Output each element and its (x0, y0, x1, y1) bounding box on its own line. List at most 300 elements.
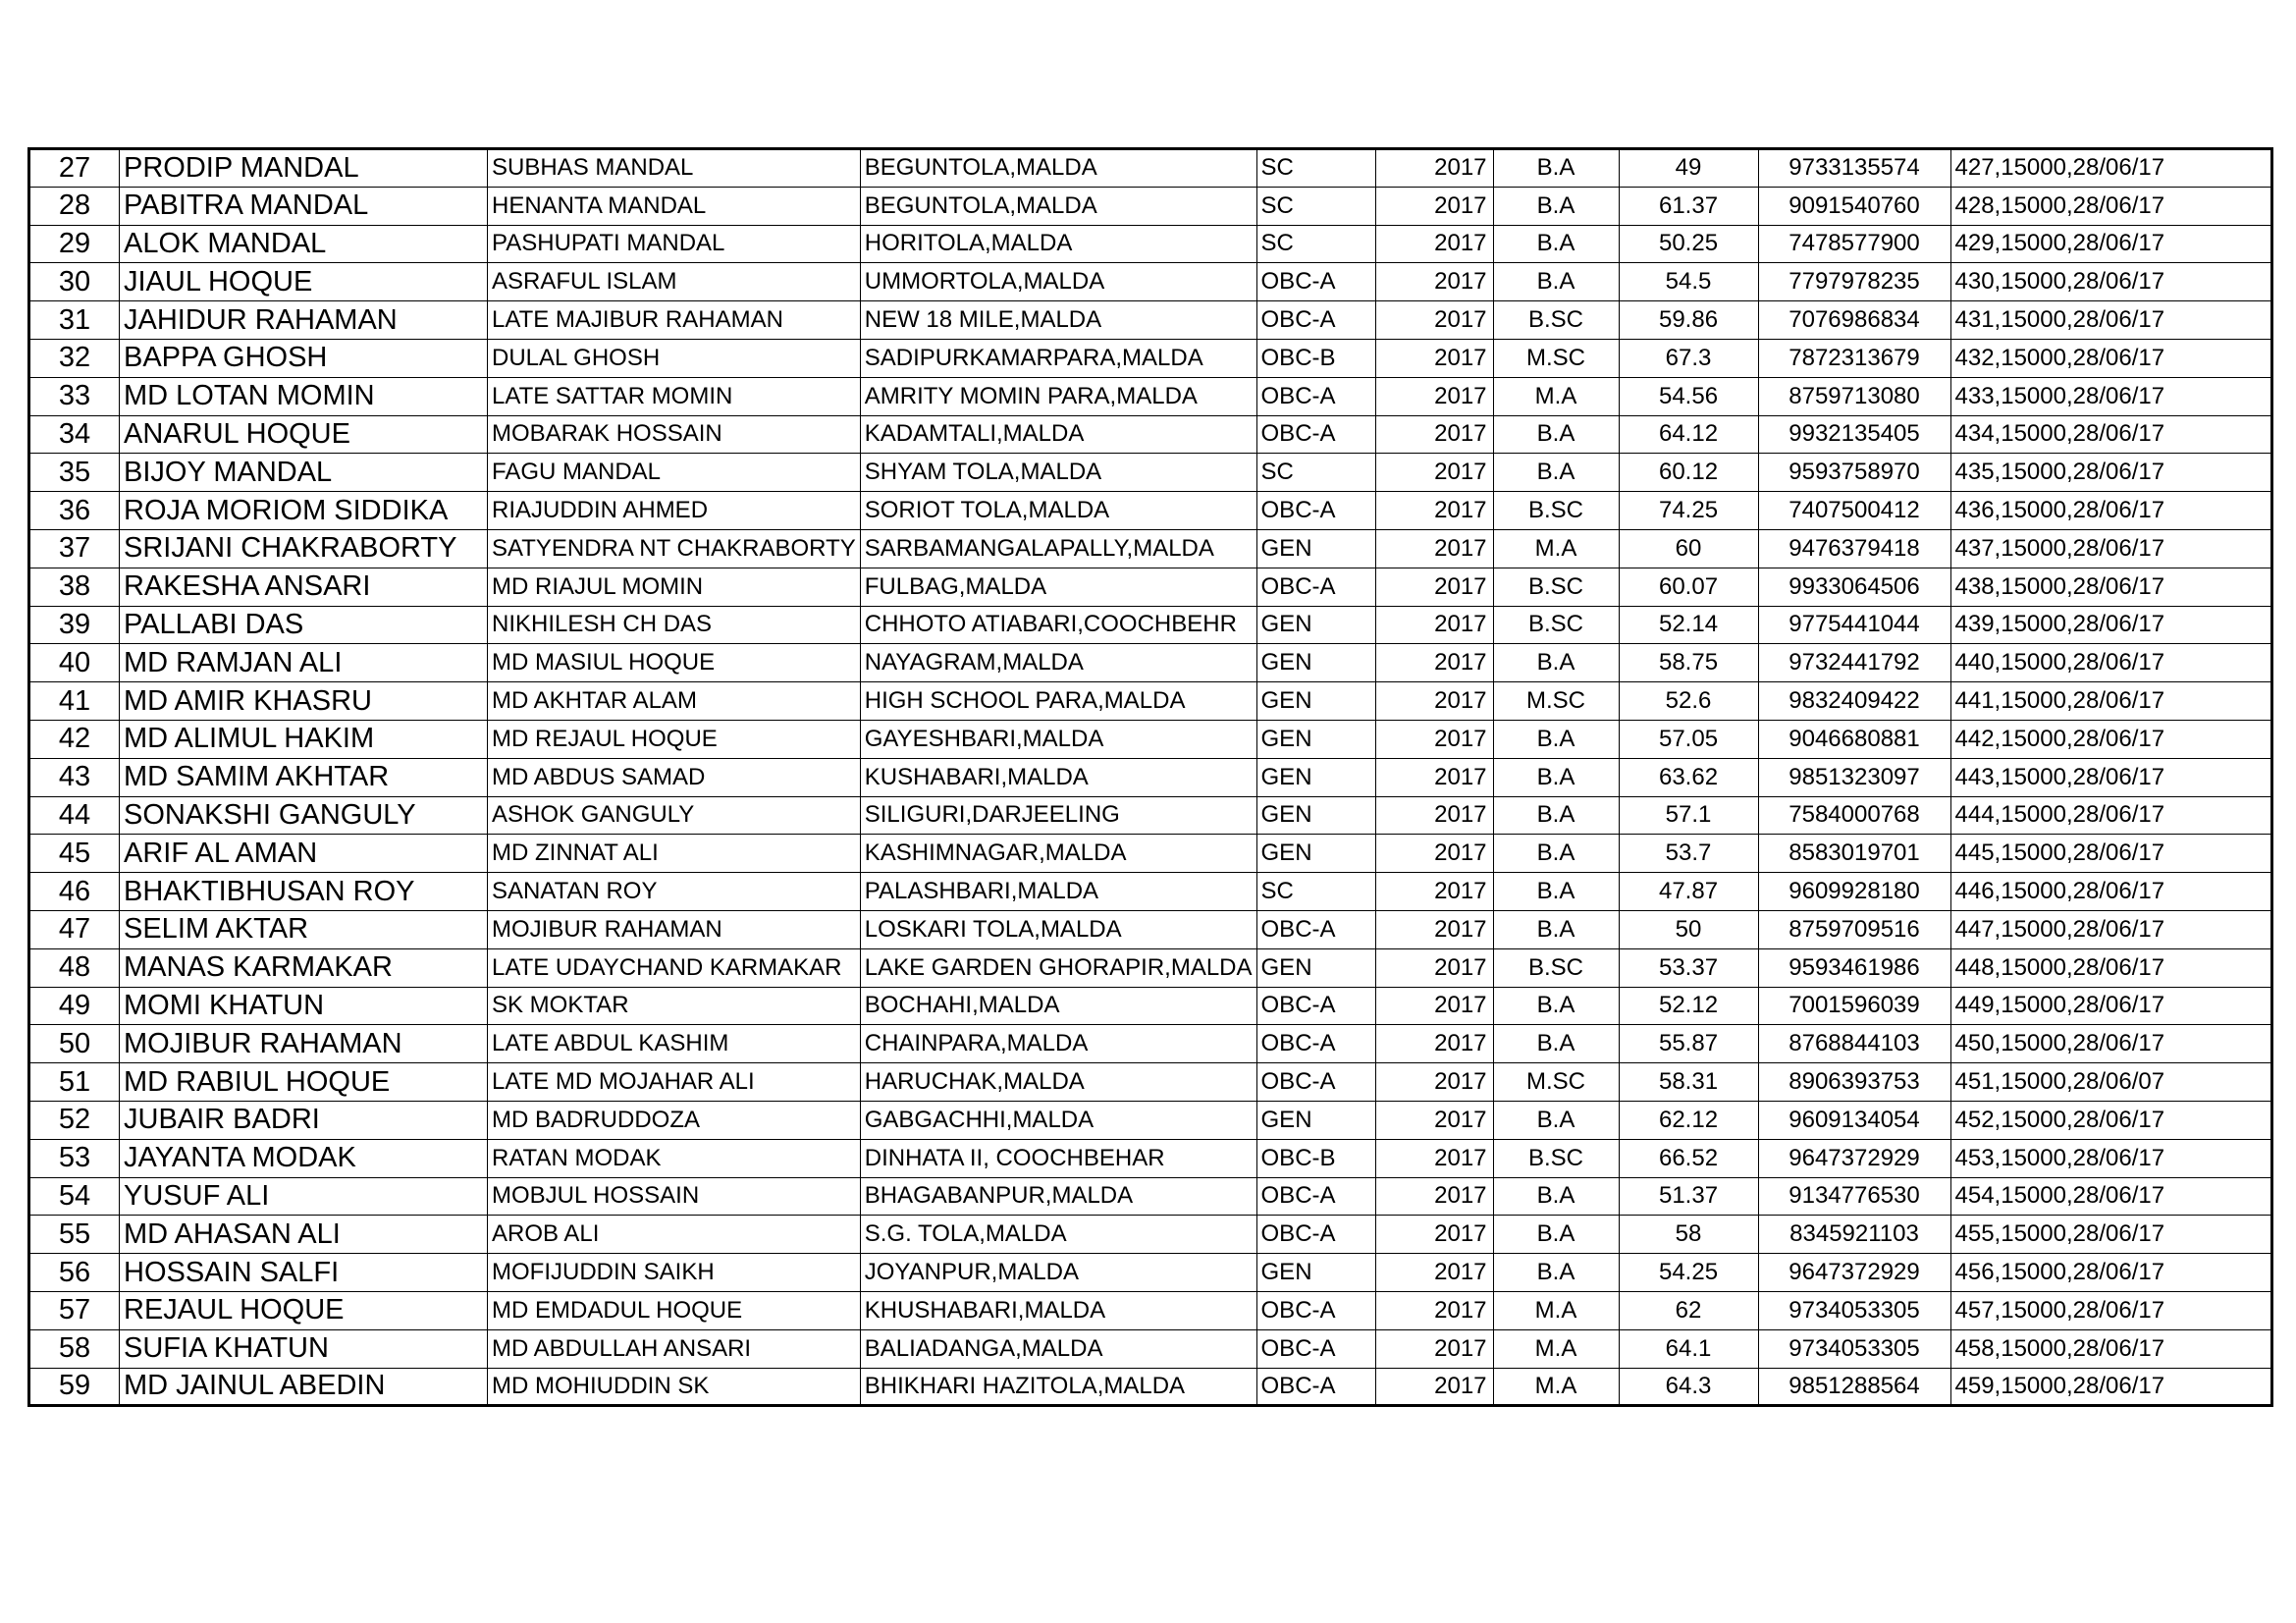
guardian-name-cell: DULAL GHOSH (488, 339, 861, 377)
phone-cell: 9732441792 (1758, 644, 1950, 682)
qualification-cell: M.SC (1493, 339, 1619, 377)
guardian-name-cell: MD ZINNAT ALI (488, 835, 861, 873)
table-row (29, 225, 2272, 263)
year-cell: 2017 (1375, 568, 1493, 606)
qualification-cell: B.A (1493, 1025, 1619, 1063)
category-cell: GEN (1256, 529, 1375, 568)
student-name-cell: MD JAINUL ABEDIN (120, 1368, 488, 1406)
year-cell: 2017 (1375, 835, 1493, 873)
phone-cell: 8759709516 (1758, 910, 1950, 948)
serial-number-cell: 39 (29, 606, 120, 644)
guardian-name-cell: MD MOHIUDDIN SK (488, 1368, 861, 1406)
address-cell: NAYAGRAM,MALDA (860, 644, 1256, 682)
guardian-name-cell: HENANTA MANDAL (488, 187, 861, 225)
address-cell: SARBAMANGALAPALLY,MALDA (860, 529, 1256, 568)
phone-cell: 7407500412 (1758, 492, 1950, 530)
serial-number-cell: 48 (29, 948, 120, 987)
student-name-cell: MOMI KHATUN (120, 987, 488, 1025)
address-cell: BHAGABANPUR,MALDA (860, 1177, 1256, 1216)
marks-cell: 58 (1619, 1216, 1758, 1254)
serial-number-cell: 40 (29, 644, 120, 682)
phone-cell: 9851323097 (1758, 758, 1950, 796)
marks-cell: 66.52 (1619, 1139, 1758, 1177)
receipt-cell: 442,15000,28/06/17 (1950, 720, 2271, 758)
qualification-cell: M.A (1493, 1329, 1619, 1368)
table-row (29, 873, 2272, 911)
category-cell: GEN (1256, 606, 1375, 644)
receipt-cell: 430,15000,28/06/17 (1950, 263, 2271, 301)
serial-number-cell: 34 (29, 415, 120, 454)
phone-cell: 7478577900 (1758, 225, 1950, 263)
receipt-cell: 448,15000,28/06/17 (1950, 948, 2271, 987)
qualification-cell: M.A (1493, 377, 1619, 415)
address-cell: CHHOTO ATIABARI,COOCHBEHR (860, 606, 1256, 644)
guardian-name-cell: LATE UDAYCHAND KARMAKAR (488, 948, 861, 987)
qualification-cell: B.A (1493, 454, 1619, 492)
year-cell: 2017 (1375, 301, 1493, 340)
table-row (29, 492, 2272, 530)
address-cell: PALASHBARI,MALDA (860, 873, 1256, 911)
year-cell: 2017 (1375, 263, 1493, 301)
address-cell: NEW 18 MILE,MALDA (860, 301, 1256, 340)
table-row (29, 796, 2272, 835)
phone-cell: 9046680881 (1758, 720, 1950, 758)
qualification-cell: B.A (1493, 263, 1619, 301)
serial-number-cell: 54 (29, 1177, 120, 1216)
qualification-cell: M.SC (1493, 682, 1619, 721)
marks-cell: 57.1 (1619, 796, 1758, 835)
serial-number-cell: 49 (29, 987, 120, 1025)
marks-cell: 60.12 (1619, 454, 1758, 492)
guardian-name-cell: RATAN MODAK (488, 1139, 861, 1177)
marks-cell: 54.25 (1619, 1254, 1758, 1292)
category-cell: SC (1256, 149, 1375, 188)
address-cell: HARUCHAK,MALDA (860, 1063, 1256, 1102)
serial-number-cell: 45 (29, 835, 120, 873)
category-cell: OBC-A (1256, 1177, 1375, 1216)
qualification-cell: B.A (1493, 187, 1619, 225)
phone-cell: 9734053305 (1758, 1329, 1950, 1368)
table-row (29, 301, 2272, 340)
guardian-name-cell: ASRAFUL ISLAM (488, 263, 861, 301)
guardian-name-cell: SATYENDRA NT CHAKRABORTY (488, 529, 861, 568)
marks-cell: 52.6 (1619, 682, 1758, 721)
year-cell: 2017 (1375, 758, 1493, 796)
receipt-cell: 429,15000,28/06/17 (1950, 225, 2271, 263)
marks-cell: 53.37 (1619, 948, 1758, 987)
address-cell: FULBAG,MALDA (860, 568, 1256, 606)
category-cell: OBC-A (1256, 987, 1375, 1025)
phone-cell: 9593461986 (1758, 948, 1950, 987)
year-cell: 2017 (1375, 454, 1493, 492)
receipt-cell: 452,15000,28/06/17 (1950, 1101, 2271, 1139)
phone-cell: 9091540760 (1758, 187, 1950, 225)
marks-cell: 50 (1619, 910, 1758, 948)
address-cell: BOCHAHI,MALDA (860, 987, 1256, 1025)
address-cell: CHAINPARA,MALDA (860, 1025, 1256, 1063)
year-cell: 2017 (1375, 1291, 1493, 1329)
phone-cell: 9734053305 (1758, 1291, 1950, 1329)
address-cell: BALIADANGA,MALDA (860, 1329, 1256, 1368)
category-cell: GEN (1256, 682, 1375, 721)
serial-number-cell: 46 (29, 873, 120, 911)
guardian-name-cell: RIAJUDDIN AHMED (488, 492, 861, 530)
phone-cell: 8768844103 (1758, 1025, 1950, 1063)
table-row (29, 1254, 2272, 1292)
receipt-cell: 434,15000,28/06/17 (1950, 415, 2271, 454)
year-cell: 2017 (1375, 339, 1493, 377)
year-cell: 2017 (1375, 1139, 1493, 1177)
table-row (29, 1139, 2272, 1177)
year-cell: 2017 (1375, 225, 1493, 263)
receipt-cell: 444,15000,28/06/17 (1950, 796, 2271, 835)
phone-cell: 9609928180 (1758, 873, 1950, 911)
table-row (29, 1216, 2272, 1254)
receipt-cell: 446,15000,28/06/17 (1950, 873, 2271, 911)
qualification-cell: B.A (1493, 149, 1619, 188)
category-cell: OBC-A (1256, 568, 1375, 606)
qualification-cell: B.A (1493, 1254, 1619, 1292)
phone-cell: 9851288564 (1758, 1368, 1950, 1406)
guardian-name-cell: MD RIAJUL MOMIN (488, 568, 861, 606)
qualification-cell: B.A (1493, 1177, 1619, 1216)
year-cell: 2017 (1375, 377, 1493, 415)
phone-cell: 8583019701 (1758, 835, 1950, 873)
address-cell: BEGUNTOLA,MALDA (860, 187, 1256, 225)
marks-cell: 64.12 (1619, 415, 1758, 454)
category-cell: OBC-A (1256, 415, 1375, 454)
guardian-name-cell: MD EMDADUL HOQUE (488, 1291, 861, 1329)
guardian-name-cell: FAGU MANDAL (488, 454, 861, 492)
receipt-cell: 459,15000,28/06/17 (1950, 1368, 2271, 1406)
year-cell: 2017 (1375, 1216, 1493, 1254)
year-cell: 2017 (1375, 1101, 1493, 1139)
category-cell: GEN (1256, 1101, 1375, 1139)
category-cell: OBC-A (1256, 1329, 1375, 1368)
marks-cell: 47.87 (1619, 873, 1758, 911)
serial-number-cell: 51 (29, 1063, 120, 1102)
marks-cell: 52.12 (1619, 987, 1758, 1025)
marks-cell: 62.12 (1619, 1101, 1758, 1139)
year-cell: 2017 (1375, 492, 1493, 530)
category-cell: SC (1256, 187, 1375, 225)
receipt-cell: 431,15000,28/06/17 (1950, 301, 2271, 340)
table-row (29, 758, 2272, 796)
serial-number-cell: 52 (29, 1101, 120, 1139)
guardian-name-cell: MD ABDULLAH ANSARI (488, 1329, 861, 1368)
category-cell: GEN (1256, 796, 1375, 835)
address-cell: LAKE GARDEN GHORAPIR,MALDA (860, 948, 1256, 987)
receipt-cell: 455,15000,28/06/17 (1950, 1216, 2271, 1254)
year-cell: 2017 (1375, 1025, 1493, 1063)
receipt-cell: 457,15000,28/06/17 (1950, 1291, 2271, 1329)
serial-number-cell: 44 (29, 796, 120, 835)
marks-cell: 51.37 (1619, 1177, 1758, 1216)
table-row (29, 568, 2272, 606)
phone-cell: 9476379418 (1758, 529, 1950, 568)
receipt-cell: 447,15000,28/06/17 (1950, 910, 2271, 948)
marks-cell: 58.31 (1619, 1063, 1758, 1102)
student-name-cell: BHAKTIBHUSAN ROY (120, 873, 488, 911)
receipt-cell: 438,15000,28/06/17 (1950, 568, 2271, 606)
category-cell: OBC-A (1256, 1291, 1375, 1329)
receipt-cell: 441,15000,28/06/17 (1950, 682, 2271, 721)
qualification-cell: M.A (1493, 1368, 1619, 1406)
category-cell: OBC-A (1256, 492, 1375, 530)
student-name-cell: ANARUL HOQUE (120, 415, 488, 454)
guardian-name-cell: LATE MAJIBUR RAHAMAN (488, 301, 861, 340)
address-cell: JOYANPUR,MALDA (860, 1254, 1256, 1292)
qualification-cell: B.SC (1493, 301, 1619, 340)
year-cell: 2017 (1375, 1177, 1493, 1216)
category-cell: OBC-A (1256, 1063, 1375, 1102)
address-cell: S.G. TOLA,MALDA (860, 1216, 1256, 1254)
marks-cell: 58.75 (1619, 644, 1758, 682)
qualification-cell: B.A (1493, 796, 1619, 835)
guardian-name-cell: AROB ALI (488, 1216, 861, 1254)
table-row (29, 454, 2272, 492)
receipt-cell: 458,15000,28/06/17 (1950, 1329, 2271, 1368)
guardian-name-cell: MOJIBUR RAHAMAN (488, 910, 861, 948)
student-name-cell: MD SAMIM AKHTAR (120, 758, 488, 796)
year-cell: 2017 (1375, 873, 1493, 911)
table-row (29, 263, 2272, 301)
guardian-name-cell: MOBARAK HOSSAIN (488, 415, 861, 454)
address-cell: KASHIMNAGAR,MALDA (860, 835, 1256, 873)
marks-cell: 67.3 (1619, 339, 1758, 377)
year-cell: 2017 (1375, 529, 1493, 568)
receipt-cell: 443,15000,28/06/17 (1950, 758, 2271, 796)
category-cell: GEN (1256, 644, 1375, 682)
serial-number-cell: 38 (29, 568, 120, 606)
student-name-cell: MD AMIR KHASRU (120, 682, 488, 721)
table-body (29, 149, 2272, 1406)
table-row (29, 948, 2272, 987)
student-name-cell: REJAUL HOQUE (120, 1291, 488, 1329)
table-row (29, 835, 2272, 873)
qualification-cell: M.A (1493, 529, 1619, 568)
serial-number-cell: 35 (29, 454, 120, 492)
year-cell: 2017 (1375, 644, 1493, 682)
student-name-cell: JUBAIR BADRI (120, 1101, 488, 1139)
guardian-name-cell: LATE ABDUL KASHIM (488, 1025, 861, 1063)
table-row (29, 149, 2272, 188)
category-cell: GEN (1256, 1254, 1375, 1292)
phone-cell: 9775441044 (1758, 606, 1950, 644)
student-name-cell: ALOK MANDAL (120, 225, 488, 263)
phone-cell: 9647372929 (1758, 1139, 1950, 1177)
marks-cell: 62 (1619, 1291, 1758, 1329)
serial-number-cell: 31 (29, 301, 120, 340)
serial-number-cell: 59 (29, 1368, 120, 1406)
student-name-cell: MOJIBUR RAHAMAN (120, 1025, 488, 1063)
student-name-cell: PABITRA MANDAL (120, 187, 488, 225)
receipt-cell: 440,15000,28/06/17 (1950, 644, 2271, 682)
receipt-cell: 456,15000,28/06/17 (1950, 1254, 2271, 1292)
serial-number-cell: 37 (29, 529, 120, 568)
qualification-cell: B.SC (1493, 492, 1619, 530)
student-name-cell: JAYANTA MODAK (120, 1139, 488, 1177)
receipt-cell: 433,15000,28/06/17 (1950, 377, 2271, 415)
year-cell: 2017 (1375, 1254, 1493, 1292)
student-name-cell: BAPPA GHOSH (120, 339, 488, 377)
student-name-cell: PRODIP MANDAL (120, 149, 488, 188)
table-row (29, 682, 2272, 721)
qualification-cell: B.A (1493, 1101, 1619, 1139)
address-cell: BHIKHARI HAZITOLA,MALDA (860, 1368, 1256, 1406)
phone-cell: 8759713080 (1758, 377, 1950, 415)
phone-cell: 9933064506 (1758, 568, 1950, 606)
category-cell: OBC-A (1256, 1025, 1375, 1063)
phone-cell: 9609134054 (1758, 1101, 1950, 1139)
year-cell: 2017 (1375, 987, 1493, 1025)
category-cell: OBC-A (1256, 301, 1375, 340)
year-cell: 2017 (1375, 1063, 1493, 1102)
table-row (29, 187, 2272, 225)
marks-cell: 57.05 (1619, 720, 1758, 758)
marks-cell: 55.87 (1619, 1025, 1758, 1063)
student-name-cell: MANAS KARMAKAR (120, 948, 488, 987)
phone-cell: 9733135574 (1758, 149, 1950, 188)
year-cell: 2017 (1375, 1329, 1493, 1368)
category-cell: OBC-B (1256, 1139, 1375, 1177)
receipt-cell: 432,15000,28/06/17 (1950, 339, 2271, 377)
marks-cell: 53.7 (1619, 835, 1758, 873)
category-cell: SC (1256, 454, 1375, 492)
guardian-name-cell: MOFIJUDDIN SAIKH (488, 1254, 861, 1292)
category-cell: SC (1256, 873, 1375, 911)
table-row (29, 1025, 2272, 1063)
receipt-cell: 453,15000,28/06/17 (1950, 1139, 2271, 1177)
receipt-cell: 428,15000,28/06/17 (1950, 187, 2271, 225)
phone-cell: 9647372929 (1758, 1254, 1950, 1292)
receipt-cell: 439,15000,28/06/17 (1950, 606, 2271, 644)
address-cell: KADAMTALI,MALDA (860, 415, 1256, 454)
table-row (29, 1177, 2272, 1216)
student-name-cell: MD LOTAN MOMIN (120, 377, 488, 415)
serial-number-cell: 55 (29, 1216, 120, 1254)
address-cell: GABGACHHI,MALDA (860, 1101, 1256, 1139)
marks-cell: 59.86 (1619, 301, 1758, 340)
student-name-cell: MD AHASAN ALI (120, 1216, 488, 1254)
guardian-name-cell: ASHOK GANGULY (488, 796, 861, 835)
serial-number-cell: 32 (29, 339, 120, 377)
table-row (29, 415, 2272, 454)
table-row (29, 1368, 2272, 1406)
year-cell: 2017 (1375, 720, 1493, 758)
serial-number-cell: 53 (29, 1139, 120, 1177)
address-cell: AMRITY MOMIN PARA,MALDA (860, 377, 1256, 415)
serial-number-cell: 28 (29, 187, 120, 225)
phone-cell: 9134776530 (1758, 1177, 1950, 1216)
receipt-cell: 450,15000,28/06/17 (1950, 1025, 2271, 1063)
marks-cell: 54.5 (1619, 263, 1758, 301)
serial-number-cell: 42 (29, 720, 120, 758)
serial-number-cell: 43 (29, 758, 120, 796)
category-cell: OBC-A (1256, 377, 1375, 415)
receipt-cell: 437,15000,28/06/17 (1950, 529, 2271, 568)
marks-cell: 74.25 (1619, 492, 1758, 530)
qualification-cell: B.SC (1493, 568, 1619, 606)
category-cell: OBC-A (1256, 1216, 1375, 1254)
guardian-name-cell: PASHUPATI MANDAL (488, 225, 861, 263)
address-cell: LOSKARI TOLA,MALDA (860, 910, 1256, 948)
student-name-cell: MD ALIMUL HAKIM (120, 720, 488, 758)
student-name-cell: SUFIA KHATUN (120, 1329, 488, 1368)
student-name-cell: RAKESHA ANSARI (120, 568, 488, 606)
receipt-cell: 435,15000,28/06/17 (1950, 454, 2271, 492)
student-name-cell: YUSUF ALI (120, 1177, 488, 1216)
serial-number-cell: 36 (29, 492, 120, 530)
guardian-name-cell: SUBHAS MANDAL (488, 149, 861, 188)
address-cell: GAYESHBARI,MALDA (860, 720, 1256, 758)
marks-cell: 52.14 (1619, 606, 1758, 644)
serial-number-cell: 33 (29, 377, 120, 415)
year-cell: 2017 (1375, 948, 1493, 987)
qualification-cell: B.A (1493, 910, 1619, 948)
phone-cell: 7584000768 (1758, 796, 1950, 835)
student-name-cell: PALLABI DAS (120, 606, 488, 644)
serial-number-cell: 47 (29, 910, 120, 948)
qualification-cell: B.A (1493, 415, 1619, 454)
serial-number-cell: 56 (29, 1254, 120, 1292)
table-row (29, 987, 2272, 1025)
category-cell: GEN (1256, 758, 1375, 796)
table-row (29, 339, 2272, 377)
serial-number-cell: 27 (29, 149, 120, 188)
category-cell: GEN (1256, 720, 1375, 758)
year-cell: 2017 (1375, 606, 1493, 644)
address-cell: DINHATA II, COOCHBEHAR (860, 1139, 1256, 1177)
serial-number-cell: 57 (29, 1291, 120, 1329)
student-name-cell: JAHIDUR RAHAMAN (120, 301, 488, 340)
guardian-name-cell: MD REJAUL HOQUE (488, 720, 861, 758)
qualification-cell: B.A (1493, 873, 1619, 911)
qualification-cell: B.A (1493, 835, 1619, 873)
table-row (29, 910, 2272, 948)
student-name-cell: SONAKSHI GANGULY (120, 796, 488, 835)
guardian-name-cell: LATE MD MOJAHAR ALI (488, 1063, 861, 1102)
qualification-cell: M.A (1493, 1291, 1619, 1329)
marks-cell: 61.37 (1619, 187, 1758, 225)
qualification-cell: B.A (1493, 225, 1619, 263)
guardian-name-cell: NIKHILESH CH DAS (488, 606, 861, 644)
year-cell: 2017 (1375, 1368, 1493, 1406)
marks-cell: 50.25 (1619, 225, 1758, 263)
student-name-cell: ROJA MORIOM SIDDIKA (120, 492, 488, 530)
receipt-cell: 454,15000,28/06/17 (1950, 1177, 2271, 1216)
receipt-cell: 445,15000,28/06/17 (1950, 835, 2271, 873)
qualification-cell: B.A (1493, 758, 1619, 796)
student-name-cell: ARIF AL AMAN (120, 835, 488, 873)
qualification-cell: B.SC (1493, 1139, 1619, 1177)
address-cell: SILIGURI,DARJEELING (860, 796, 1256, 835)
category-cell: OBC-A (1256, 910, 1375, 948)
category-cell: SC (1256, 225, 1375, 263)
table-row (29, 1063, 2272, 1102)
table-row (29, 720, 2272, 758)
guardian-name-cell: MD AKHTAR ALAM (488, 682, 861, 721)
guardian-name-cell: SANATAN ROY (488, 873, 861, 911)
admission-table (27, 147, 2273, 1407)
table-row (29, 1101, 2272, 1139)
receipt-cell: 427,15000,28/06/17 (1950, 149, 2271, 188)
qualification-cell: B.A (1493, 720, 1619, 758)
student-name-cell: MD RAMJAN ALI (120, 644, 488, 682)
address-cell: SADIPURKAMARPARA,MALDA (860, 339, 1256, 377)
marks-cell: 54.56 (1619, 377, 1758, 415)
qualification-cell: B.A (1493, 987, 1619, 1025)
